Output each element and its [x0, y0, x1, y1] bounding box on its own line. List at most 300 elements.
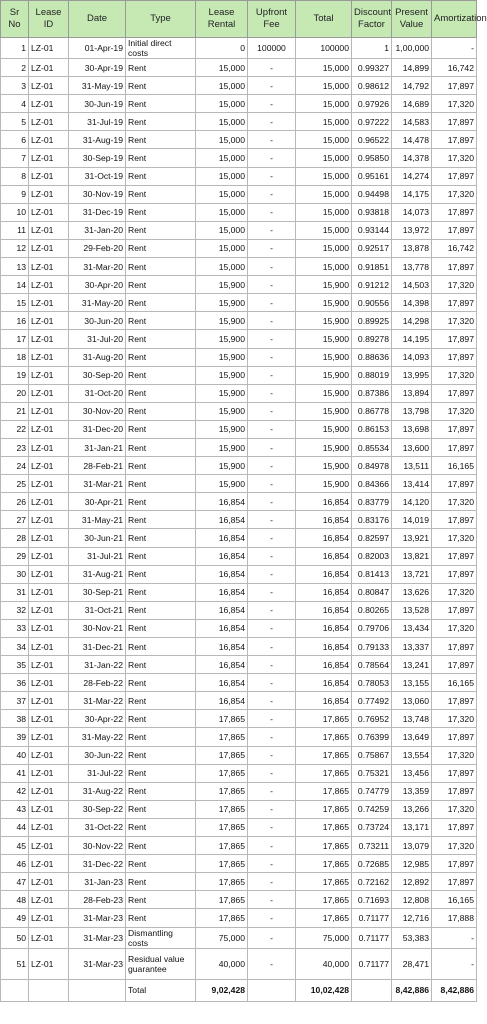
- cell-type: Initial direct costs: [126, 38, 196, 59]
- table-row: [1, 619, 477, 637]
- cell-discount-factor: 0.93818: [352, 203, 392, 221]
- cell-discount-factor: 0.99327: [352, 59, 392, 77]
- cell-sr-no: 16: [1, 312, 29, 330]
- cell-total: 15,900: [296, 366, 352, 384]
- cell-discount-factor: 0.88019: [352, 366, 392, 384]
- cell-date: 31-Jul-20: [69, 330, 126, 348]
- cell-date: 31-Aug-19: [69, 131, 126, 149]
- table-row: [1, 837, 477, 855]
- cell-lease-id: LZ-01: [29, 692, 69, 710]
- cell-amortization: 17,897: [432, 873, 477, 891]
- cell-lease-rental: 0: [196, 38, 248, 59]
- table-row: [1, 948, 477, 979]
- cell-sr-no: 7: [1, 149, 29, 167]
- cell-date: 31-May-19: [69, 77, 126, 95]
- cell-lease-rental: 15,000: [196, 59, 248, 77]
- cell-present-value: 13,241: [392, 656, 432, 674]
- cell-present-value: 13,972: [392, 221, 432, 239]
- cell-upfront-fee: -: [248, 909, 296, 927]
- cell-total: 17,865: [296, 746, 352, 764]
- total-lease-rental: 9,02,428: [196, 979, 248, 1001]
- cell-total: 15,000: [296, 95, 352, 113]
- cell-discount-factor: 0.73211: [352, 837, 392, 855]
- cell-sr-no: 43: [1, 800, 29, 818]
- cell-upfront-fee: -: [248, 927, 296, 948]
- cell-type: Rent: [126, 221, 196, 239]
- cell-lease-id: LZ-01: [29, 59, 69, 77]
- table-row: [1, 601, 477, 619]
- cell-type: Rent: [126, 619, 196, 637]
- cell-total: 16,854: [296, 601, 352, 619]
- cell-type: Rent: [126, 764, 196, 782]
- cell-discount-factor: 0.83176: [352, 511, 392, 529]
- cell-upfront-fee: -: [248, 674, 296, 692]
- cell-present-value: 14,478: [392, 131, 432, 149]
- cell-lease-rental: 17,865: [196, 891, 248, 909]
- cell-type: Dismantling costs: [126, 927, 196, 948]
- cell-discount-factor: 0.84366: [352, 475, 392, 493]
- cell-amortization: 17,320: [432, 710, 477, 728]
- header-discount-factor: Discount Factor: [352, 1, 392, 38]
- cell-date: 30-Jun-22: [69, 746, 126, 764]
- cell-lease-id: LZ-01: [29, 547, 69, 565]
- cell-date: 28-Feb-23: [69, 891, 126, 909]
- cell-present-value: 13,155: [392, 674, 432, 692]
- cell-date: 31-Dec-21: [69, 638, 126, 656]
- table-row: [1, 167, 477, 185]
- cell-amortization: 17,320: [432, 95, 477, 113]
- cell-lease-id: LZ-01: [29, 493, 69, 511]
- cell-date: 30-Apr-22: [69, 710, 126, 728]
- table-body: [1, 38, 477, 1002]
- cell-present-value: 13,171: [392, 818, 432, 836]
- cell-total: 15,000: [296, 239, 352, 257]
- cell-lease-rental: 15,900: [196, 312, 248, 330]
- cell-lease-rental: 16,854: [196, 619, 248, 637]
- cell-present-value: 13,778: [392, 258, 432, 276]
- table-row: [1, 873, 477, 891]
- cell-sr-no: 46: [1, 855, 29, 873]
- cell-type: Rent: [126, 873, 196, 891]
- cell-lease-rental: 17,865: [196, 728, 248, 746]
- cell-lease-rental: 15,000: [196, 149, 248, 167]
- header-upfront-fee: Upfront Fee: [248, 1, 296, 38]
- table-row: [1, 294, 477, 312]
- cell-lease-rental: 17,865: [196, 818, 248, 836]
- table-row: [1, 185, 477, 203]
- cell-amortization: -: [432, 948, 477, 979]
- cell-type: Rent: [126, 312, 196, 330]
- cell-upfront-fee: -: [248, 746, 296, 764]
- cell-total: 15,900: [296, 312, 352, 330]
- cell-lease-rental: 17,865: [196, 873, 248, 891]
- cell-total: 16,854: [296, 547, 352, 565]
- cell-sr-no: 8: [1, 167, 29, 185]
- cell-total: 15,900: [296, 276, 352, 294]
- cell-date: 30-Apr-21: [69, 493, 126, 511]
- cell-lease-id: LZ-01: [29, 203, 69, 221]
- cell-discount-factor: 0.95850: [352, 149, 392, 167]
- cell-type: Rent: [126, 818, 196, 836]
- cell-lease-id: LZ-01: [29, 475, 69, 493]
- cell-amortization: 17,897: [432, 131, 477, 149]
- cell-present-value: 13,894: [392, 384, 432, 402]
- cell-present-value: 13,748: [392, 710, 432, 728]
- cell-total: 16,854: [296, 674, 352, 692]
- cell-lease-rental: 15,900: [196, 475, 248, 493]
- table-row: [1, 457, 477, 475]
- cell-lease-rental: 16,854: [196, 656, 248, 674]
- cell-sr-no: 25: [1, 475, 29, 493]
- cell-discount-factor: 0.78053: [352, 674, 392, 692]
- cell-lease-id: LZ-01: [29, 38, 69, 59]
- header-total: Total: [296, 1, 352, 38]
- cell-lease-id: LZ-01: [29, 583, 69, 601]
- cell-total: 15,900: [296, 330, 352, 348]
- cell-upfront-fee: -: [248, 239, 296, 257]
- table-row: [1, 59, 477, 77]
- cell-amortization: 17,320: [432, 185, 477, 203]
- cell-discount-factor: 0.82003: [352, 547, 392, 565]
- cell-upfront-fee: -: [248, 782, 296, 800]
- cell-type: Rent: [126, 348, 196, 366]
- table-row: [1, 638, 477, 656]
- cell-present-value: 14,503: [392, 276, 432, 294]
- cell-present-value: 14,378: [392, 149, 432, 167]
- cell-date: 31-Aug-22: [69, 782, 126, 800]
- cell-amortization: 17,897: [432, 258, 477, 276]
- cell-sr-no: 10: [1, 203, 29, 221]
- cell-total: 16,854: [296, 638, 352, 656]
- cell-discount-factor: 0.72162: [352, 873, 392, 891]
- cell-type: Rent: [126, 710, 196, 728]
- cell-sr-no: 22: [1, 420, 29, 438]
- cell-lease-id: LZ-01: [29, 185, 69, 203]
- cell-lease-rental: 15,900: [196, 366, 248, 384]
- cell-sr-no: 5: [1, 113, 29, 131]
- cell-lease-rental: 17,865: [196, 710, 248, 728]
- cell-lease-id: LZ-01: [29, 113, 69, 131]
- cell-upfront-fee: -: [248, 294, 296, 312]
- cell-discount-factor: 0.75867: [352, 746, 392, 764]
- cell-amortization: 17,897: [432, 692, 477, 710]
- cell-present-value: 53,383: [392, 927, 432, 948]
- cell-upfront-fee: -: [248, 764, 296, 782]
- cell-lease-id: LZ-01: [29, 800, 69, 818]
- cell-discount-factor: 0.86778: [352, 402, 392, 420]
- cell-amortization: 16,742: [432, 239, 477, 257]
- total-upfront-fee: [248, 979, 296, 1001]
- cell-lease-rental: 17,865: [196, 800, 248, 818]
- cell-lease-id: LZ-01: [29, 438, 69, 456]
- cell-present-value: 14,298: [392, 312, 432, 330]
- cell-upfront-fee: -: [248, 511, 296, 529]
- cell-total: 15,900: [296, 420, 352, 438]
- table-row: [1, 728, 477, 746]
- cell-upfront-fee: -: [248, 384, 296, 402]
- cell-amortization: 17,320: [432, 276, 477, 294]
- cell-present-value: 13,626: [392, 583, 432, 601]
- cell-upfront-fee: -: [248, 95, 296, 113]
- table-row: [1, 855, 477, 873]
- cell-lease-id: LZ-01: [29, 312, 69, 330]
- cell-sr-no: 32: [1, 601, 29, 619]
- cell-upfront-fee: -: [248, 619, 296, 637]
- table-row: [1, 475, 477, 493]
- cell-amortization: 17,320: [432, 402, 477, 420]
- cell-type: Rent: [126, 149, 196, 167]
- cell-total: 17,865: [296, 855, 352, 873]
- cell-amortization: 17,897: [432, 601, 477, 619]
- cell-type: Rent: [126, 185, 196, 203]
- cell-lease-rental: 16,854: [196, 529, 248, 547]
- cell-amortization: 17,897: [432, 855, 477, 873]
- cell-present-value: 13,698: [392, 420, 432, 438]
- cell-date: 31-Dec-19: [69, 203, 126, 221]
- cell-sr-no: 44: [1, 818, 29, 836]
- cell-amortization: 17,897: [432, 638, 477, 656]
- cell-sr-no: 14: [1, 276, 29, 294]
- table-row: [1, 583, 477, 601]
- cell-type: Rent: [126, 402, 196, 420]
- cell-lease-rental: 15,900: [196, 294, 248, 312]
- cell-discount-factor: 0.74259: [352, 800, 392, 818]
- cell-lease-rental: 16,854: [196, 583, 248, 601]
- cell-date: 30-Jun-19: [69, 95, 126, 113]
- cell-date: 30-Apr-19: [69, 59, 126, 77]
- cell-lease-id: LZ-01: [29, 927, 69, 948]
- cell-amortization: 17,320: [432, 493, 477, 511]
- cell-sr-no: 21: [1, 402, 29, 420]
- cell-lease-id: LZ-01: [29, 276, 69, 294]
- cell-discount-factor: 0.75321: [352, 764, 392, 782]
- cell-discount-factor: 0.78564: [352, 656, 392, 674]
- cell-type: Rent: [126, 59, 196, 77]
- cell-total: 15,900: [296, 475, 352, 493]
- cell-sr-no: 12: [1, 239, 29, 257]
- cell-amortization: 17,897: [432, 420, 477, 438]
- cell-upfront-fee: -: [248, 457, 296, 475]
- cell-discount-factor: 0.85534: [352, 438, 392, 456]
- table-row: [1, 674, 477, 692]
- cell-present-value: 13,266: [392, 800, 432, 818]
- cell-amortization: 17,320: [432, 583, 477, 601]
- cell-discount-factor: 0.95161: [352, 167, 392, 185]
- cell-upfront-fee: -: [248, 728, 296, 746]
- table-row: [1, 710, 477, 728]
- cell-total: 17,865: [296, 800, 352, 818]
- cell-sr-no: 26: [1, 493, 29, 511]
- cell-sr-no: 17: [1, 330, 29, 348]
- cell-lease-rental: 16,854: [196, 547, 248, 565]
- cell-amortization: 17,320: [432, 149, 477, 167]
- cell-present-value: 12,808: [392, 891, 432, 909]
- cell-date: 31-Mar-21: [69, 475, 126, 493]
- cell-total: 17,865: [296, 818, 352, 836]
- cell-date: 31-Jan-23: [69, 873, 126, 891]
- cell-type: Rent: [126, 276, 196, 294]
- cell-discount-factor: 0.74779: [352, 782, 392, 800]
- cell-date: 31-May-21: [69, 511, 126, 529]
- cell-upfront-fee: 100000: [248, 38, 296, 59]
- cell-total: 15,900: [296, 348, 352, 366]
- cell-sr-no: 36: [1, 674, 29, 692]
- cell-present-value: 14,019: [392, 511, 432, 529]
- total-total: 10,02,428: [296, 979, 352, 1001]
- cell-total: 17,865: [296, 710, 352, 728]
- cell-discount-factor: 1: [352, 38, 392, 59]
- cell-sr-no: 33: [1, 619, 29, 637]
- cell-type: Rent: [126, 203, 196, 221]
- header-date: Date: [69, 1, 126, 38]
- cell-sr-no: 19: [1, 366, 29, 384]
- cell-date: 30-Sep-22: [69, 800, 126, 818]
- cell-present-value: 13,060: [392, 692, 432, 710]
- cell-present-value: 13,359: [392, 782, 432, 800]
- cell-upfront-fee: -: [248, 438, 296, 456]
- cell-upfront-fee: -: [248, 312, 296, 330]
- cell-sr-no: 41: [1, 764, 29, 782]
- cell-type: Rent: [126, 728, 196, 746]
- cell-lease-id: LZ-01: [29, 873, 69, 891]
- cell-lease-rental: 40,000: [196, 948, 248, 979]
- cell-date: 31-Jan-20: [69, 221, 126, 239]
- total-type: Total: [126, 979, 196, 1001]
- cell-sr-no: 49: [1, 909, 29, 927]
- cell-present-value: 14,274: [392, 167, 432, 185]
- cell-type: Rent: [126, 909, 196, 927]
- cell-date: 31-Aug-20: [69, 348, 126, 366]
- cell-total: 15,000: [296, 77, 352, 95]
- cell-discount-factor: 0.93144: [352, 221, 392, 239]
- cell-sr-no: 37: [1, 692, 29, 710]
- cell-lease-id: LZ-01: [29, 221, 69, 239]
- cell-lease-rental: 15,000: [196, 185, 248, 203]
- cell-lease-rental: 15,900: [196, 420, 248, 438]
- cell-date: 31-Jul-21: [69, 547, 126, 565]
- cell-total: 15,000: [296, 149, 352, 167]
- cell-total: 17,865: [296, 891, 352, 909]
- cell-lease-rental: 16,854: [196, 692, 248, 710]
- cell-total: 16,854: [296, 565, 352, 583]
- table-row: [1, 493, 477, 511]
- cell-total: 16,854: [296, 619, 352, 637]
- cell-lease-id: LZ-01: [29, 330, 69, 348]
- cell-date: 31-Mar-23: [69, 909, 126, 927]
- cell-total: 15,000: [296, 203, 352, 221]
- cell-lease-id: LZ-01: [29, 239, 69, 257]
- cell-discount-factor: 0.79133: [352, 638, 392, 656]
- cell-type: Residual value guarantee: [126, 948, 196, 979]
- cell-amortization: 17,897: [432, 294, 477, 312]
- table-row: [1, 149, 477, 167]
- cell-sr-no: 39: [1, 728, 29, 746]
- cell-sr-no: 45: [1, 837, 29, 855]
- cell-present-value: 13,528: [392, 601, 432, 619]
- cell-total: 15,900: [296, 438, 352, 456]
- cell-type: Rent: [126, 601, 196, 619]
- cell-date: 31-Jul-22: [69, 764, 126, 782]
- table-row: [1, 330, 477, 348]
- total-discount-factor: [352, 979, 392, 1001]
- cell-lease-id: LZ-01: [29, 764, 69, 782]
- table-row: [1, 764, 477, 782]
- cell-type: Rent: [126, 547, 196, 565]
- cell-total: 17,865: [296, 873, 352, 891]
- cell-lease-id: LZ-01: [29, 948, 69, 979]
- cell-amortization: 16,165: [432, 891, 477, 909]
- cell-amortization: 17,897: [432, 113, 477, 131]
- cell-date: 31-Jan-22: [69, 656, 126, 674]
- table-row: [1, 420, 477, 438]
- cell-date: 31-Aug-21: [69, 565, 126, 583]
- table-row: [1, 800, 477, 818]
- cell-total: 16,854: [296, 583, 352, 601]
- cell-lease-id: LZ-01: [29, 529, 69, 547]
- cell-upfront-fee: -: [248, 638, 296, 656]
- cell-type: Rent: [126, 800, 196, 818]
- cell-total: 100000: [296, 38, 352, 59]
- cell-discount-factor: 0.89925: [352, 312, 392, 330]
- cell-type: Rent: [126, 891, 196, 909]
- cell-present-value: 13,554: [392, 746, 432, 764]
- cell-lease-id: LZ-01: [29, 619, 69, 637]
- cell-sr-no: 40: [1, 746, 29, 764]
- cell-lease-id: LZ-01: [29, 294, 69, 312]
- table-row: [1, 77, 477, 95]
- cell-discount-factor: 0.97222: [352, 113, 392, 131]
- cell-lease-id: LZ-01: [29, 366, 69, 384]
- table-row: [1, 38, 477, 59]
- cell-type: Rent: [126, 239, 196, 257]
- cell-total: 40,000: [296, 948, 352, 979]
- cell-upfront-fee: -: [248, 837, 296, 855]
- cell-upfront-fee: -: [248, 710, 296, 728]
- cell-upfront-fee: -: [248, 656, 296, 674]
- cell-type: Rent: [126, 583, 196, 601]
- cell-type: Rent: [126, 837, 196, 855]
- cell-amortization: 17,897: [432, 221, 477, 239]
- cell-lease-rental: 16,854: [196, 565, 248, 583]
- cell-date: 30-Nov-22: [69, 837, 126, 855]
- table-row: [1, 746, 477, 764]
- table-row: [1, 656, 477, 674]
- cell-amortization: 17,897: [432, 203, 477, 221]
- cell-amortization: 17,320: [432, 366, 477, 384]
- cell-date: 30-Jun-20: [69, 312, 126, 330]
- cell-sr-no: 31: [1, 583, 29, 601]
- cell-total: 15,900: [296, 294, 352, 312]
- cell-discount-factor: 0.71177: [352, 948, 392, 979]
- cell-total: 15,900: [296, 384, 352, 402]
- cell-lease-rental: 15,900: [196, 402, 248, 420]
- cell-type: Rent: [126, 95, 196, 113]
- cell-present-value: 13,821: [392, 547, 432, 565]
- cell-date: 31-Mar-23: [69, 948, 126, 979]
- cell-sr-no: 9: [1, 185, 29, 203]
- cell-lease-rental: 16,854: [196, 511, 248, 529]
- cell-discount-factor: 0.87386: [352, 384, 392, 402]
- cell-present-value: 14,792: [392, 77, 432, 95]
- cell-discount-factor: 0.90556: [352, 294, 392, 312]
- cell-date: 01-Apr-19: [69, 38, 126, 59]
- cell-lease-id: LZ-01: [29, 728, 69, 746]
- cell-lease-rental: 15,000: [196, 113, 248, 131]
- total-date: [69, 979, 126, 1001]
- cell-date: 30-Nov-20: [69, 402, 126, 420]
- table-row: [1, 131, 477, 149]
- cell-present-value: 12,892: [392, 873, 432, 891]
